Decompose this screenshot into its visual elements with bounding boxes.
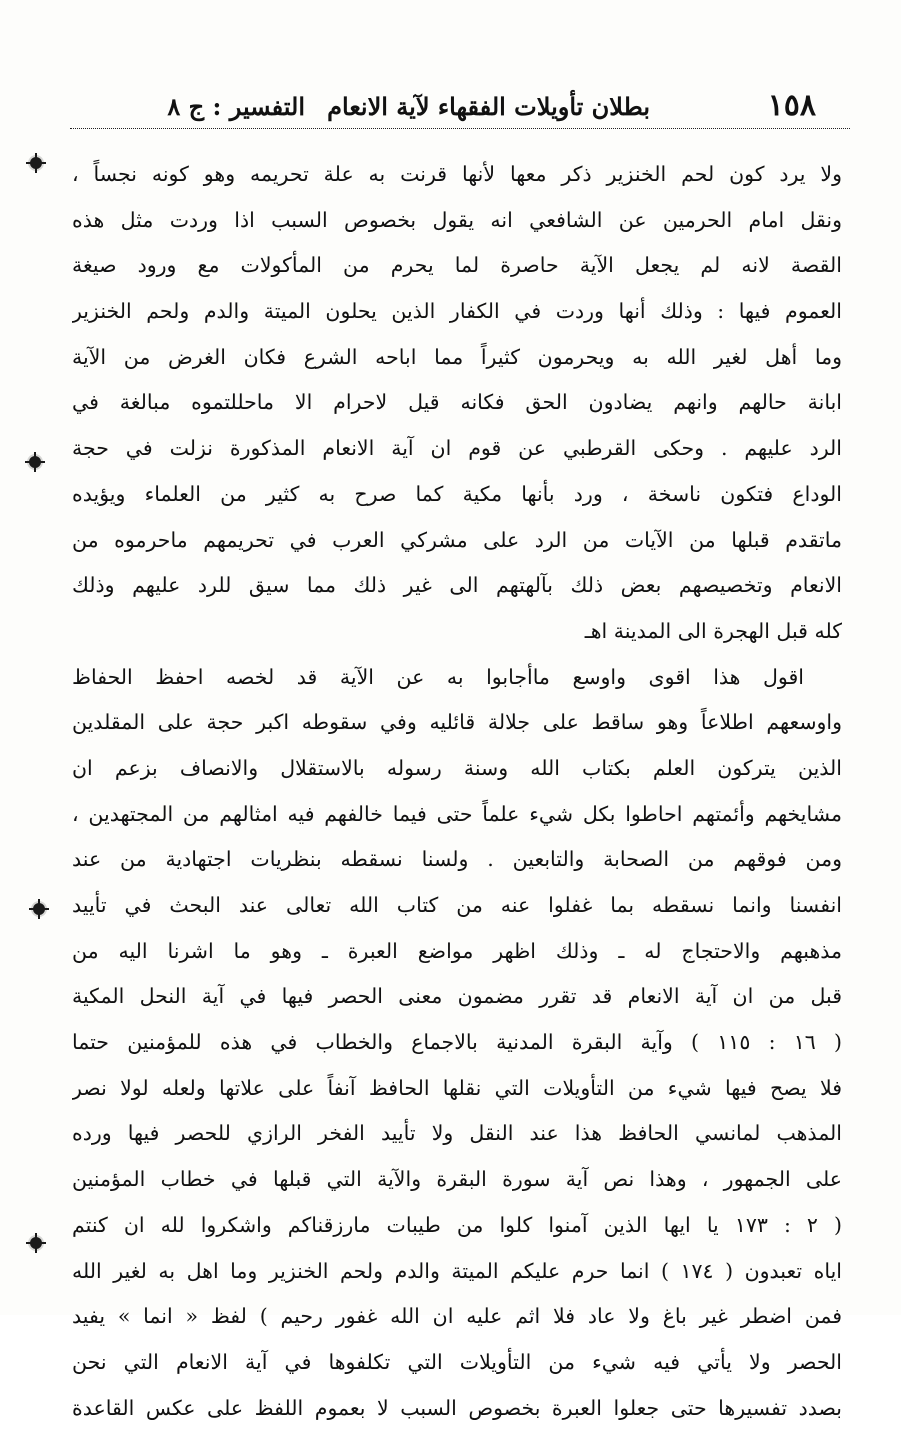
text-line: مشايخهم وأئمتهم احاطوا بكل شيء علماً حتى فيما خالفهم فيه امثالهم من المجتهدين ، [72,801,842,826]
text-line: واوسعهم اطلاعاً وهو ساقط على جلالة قائليه وفي سقوطه اكبر حجة على المقلدين [72,710,842,735]
text-line: ومن فوقهم من الصحابة والتابعين . ولسنا نسقطه بنظريات اجتهادية من عند [72,847,842,872]
running-title: بطلان تأويلات الفقهاء لآية الانعام [327,92,650,121]
text-line: ماتقدم قبلها من الآيات من الرد على مشركي العرب في تحريمهم ماحرموه من [72,527,842,552]
text-line: ولا يرد كون لحم الخنزير ذكر معها لأنها قرنت به علة تحريمه وهو كونه نجساً ، [72,162,842,186]
text-line: الرد عليهم . وحكى القرطبي عن قوم ان آية الانعام المذكورة نزلت في حجة [72,436,842,461]
text-line: اياه تعبدون ( ١٧٤ ) انما حرم عليكم الميتة والدم ولحم الخنزير وما اهل به لغير الله [72,1258,842,1283]
text-line: اقول هذا اقوى واوسع ماأجابوا به عن الآية قد لخصه احفظ الحفاظ [72,664,804,689]
text-line: الذين يتركون العلم بكتاب الله وسنة رسوله بالاستقلال والانصاف بزعم ان [72,755,842,780]
text-line: الوداع فتكون ناسخة ، ورد بأنها مكية كما صرح به كثير من العلماء ويؤيده [72,481,842,506]
text-line: الانعام وتخصيصهم بعض ذلك بآلهتهم الى غير ذلك مما سيق للرد عليهم وذلك [72,573,842,598]
text-line: ( ٢ : ١٧٣ يا ايها الذين آمنوا كلوا من طيبات مارزقناكم واشكروا لله ان كنتم [72,1212,842,1237]
page-header [70,88,850,128]
text-line: على الجمهور ، وهذا نص آية سورة البقرة والآية التي قبلها في خطاب المؤمنين [72,1167,842,1192]
text-line: المذهب لمانسي الحافظ هذا عند النقل ولا تأييد الفخر الرازي للحصر فيها ورده [72,1121,842,1146]
binding-hole-icon [29,456,41,468]
page-number: ١٥٨ [767,88,816,123]
text-line: فمن اضطر غير باغ ولا عاد فلا اثم عليه ان الله غفور رحيم ) لفظ « انما » يفيد [72,1304,842,1329]
binding-hole-icon [30,157,42,169]
text-line: العموم فيها : وذلك أنها وردت في الكفار الذين يحلون الميتة والدم ولحم الخنزير [72,299,842,324]
text-line: انفسنا وانما نسقطه بما غفلوا عنه من كتاب الله تعالى عند البحث في تأييد [72,893,842,917]
text-line: قبل من ان آية الانعام قد تقرر مضمون معنى الحصر فيها في آية النحل المكية [72,984,842,1009]
text-line: بصدد تفسيرها حتى جعلوا العبرة بخصوص السبب لا بعموم اللفظ على عكس القاعدة [72,1395,842,1420]
text-line: الحصر ولا يأتي فيه شيء من التأويلات التي تكلفوها في آية الانعام التي نحن [72,1349,842,1374]
binding-hole-icon [30,1237,42,1249]
text-line: كله قبل الهجرة الى المدينة اهـ [584,618,842,643]
text-line: وما أهل لغير الله به ويحرمون كثيراً مما اباحه الشرع فكان الغرض من الآية [72,344,842,369]
book-title: التفسير : ج ٨ [167,92,305,121]
paragraph-1 [72,152,842,655]
header-rule [70,128,850,129]
text-line: القصة لانه لم يجعل الآية حاصرة لما يحرم من المأكولات مع ورود صيغة [72,253,842,278]
text-line: مذهبهم والاحتجاج له ـ وذلك اظهر مواضع العبرة ـ وهو ما اشرنا اليه من [72,938,842,963]
text-line: ونقل امام الحرمين عن الشافعي انه يقول بخصوص السبب اذا وردت مثل هذه [72,207,842,232]
body-text [72,152,842,1431]
binding-hole-icon [33,903,45,915]
text-line: ابانة حالهم وانهم يضادون الحق فكانه قيل لاحرام الا ماحللتموه مبالغة في [72,390,842,415]
text-line: ( ١٦ : ١١٥ ) وآية البقرة المدنية بالاجماع والخطاب في هذه للمؤمنين حتما [72,1030,842,1055]
text-line: فلا يصح فيها شيء من التأويلات التي نقلها الحافظ آنفاً على علاتها ولعله لولا نصر [72,1075,842,1100]
